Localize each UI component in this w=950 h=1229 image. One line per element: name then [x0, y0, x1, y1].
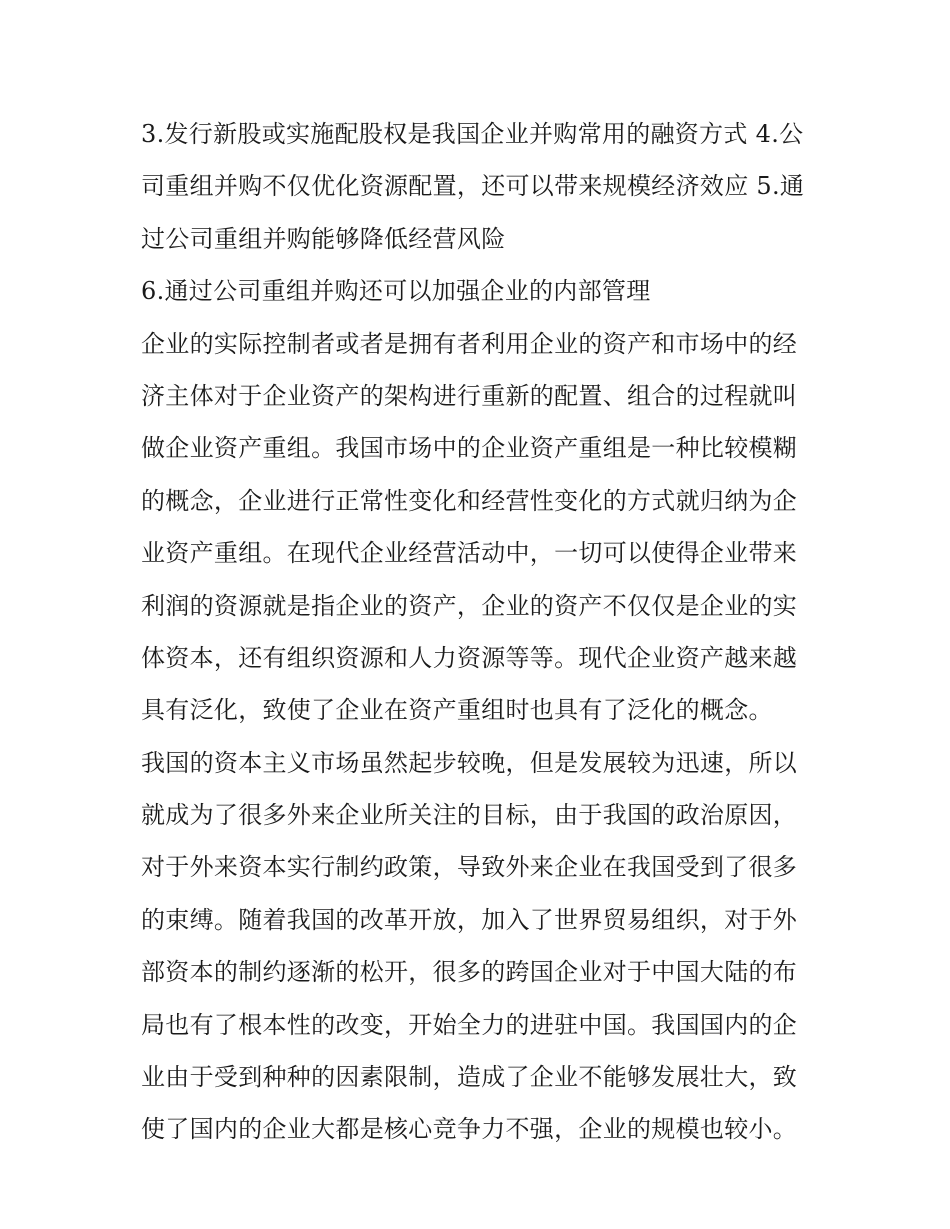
text-line: 的束缚。随着我国的改革开放，加入了世界贸易组织，对于外	[141, 905, 798, 934]
text-line: 对于外来资本实行制约政策，导致外来企业在我国受到了很多	[141, 853, 798, 882]
text-line: 利润的资源就是指企业的资产，企业的资产不仅仅是企业的实	[141, 591, 798, 620]
text-line: 使了国内的企业大都是核心竞争力不强，企业的规模也较小。	[141, 1115, 798, 1144]
text-line: 企业的实际控制者或者是拥有者利用企业的资产和市场中的经	[141, 329, 798, 358]
text-line: 我国的资本主义市场虽然起步较晚，但是发展较为迅速，所以	[141, 748, 798, 777]
document-body	[141, 108, 821, 1156]
text-line: 过公司重组并购能够降低经营风险	[141, 224, 506, 253]
text-line: 济主体对于企业资产的架构进行重新的配置、组合的过程就叫	[141, 381, 798, 410]
text-line: 3.发行新股或实施配股权是我国企业并购常用的融资方式 4.公	[141, 120, 804, 148]
text-line: 就成为了很多外来企业所关注的目标，由于我国的政治原因，	[141, 801, 798, 830]
text-line: 做企业资产重组。我国市场中的企业资产重组是一种比较模糊	[141, 434, 798, 463]
text-line: 体资本，还有组织资源和人力资源等等。现代企业资产越来越	[141, 643, 798, 672]
text-line: 的概念，企业进行正常性变化和经营性变化的方式就归纳为企	[141, 486, 798, 515]
text-line: 部资本的制约逐渐的松开，很多的跨国企业对于中国大陆的布	[141, 958, 798, 987]
text-line: 具有泛化，致使了企业在资产重组时也具有了泛化的概念。	[141, 696, 773, 725]
text-line: 司重组并购不仅优化资源配置，还可以带来规模经济效应 5.通	[141, 172, 805, 201]
text-line: 业由于受到种种的因素限制，造成了企业不能够发展壮大，致	[141, 1063, 798, 1092]
text-line: 6.通过公司重组并购还可以加强企业的内部管理	[141, 277, 651, 306]
text-line: 局也有了根本性的改变，开始全力的进驻中国。我国国内的企	[141, 1010, 798, 1039]
text-line: 业资产重组。在现代企业经营活动中，一切可以使得企业带来	[141, 539, 798, 568]
